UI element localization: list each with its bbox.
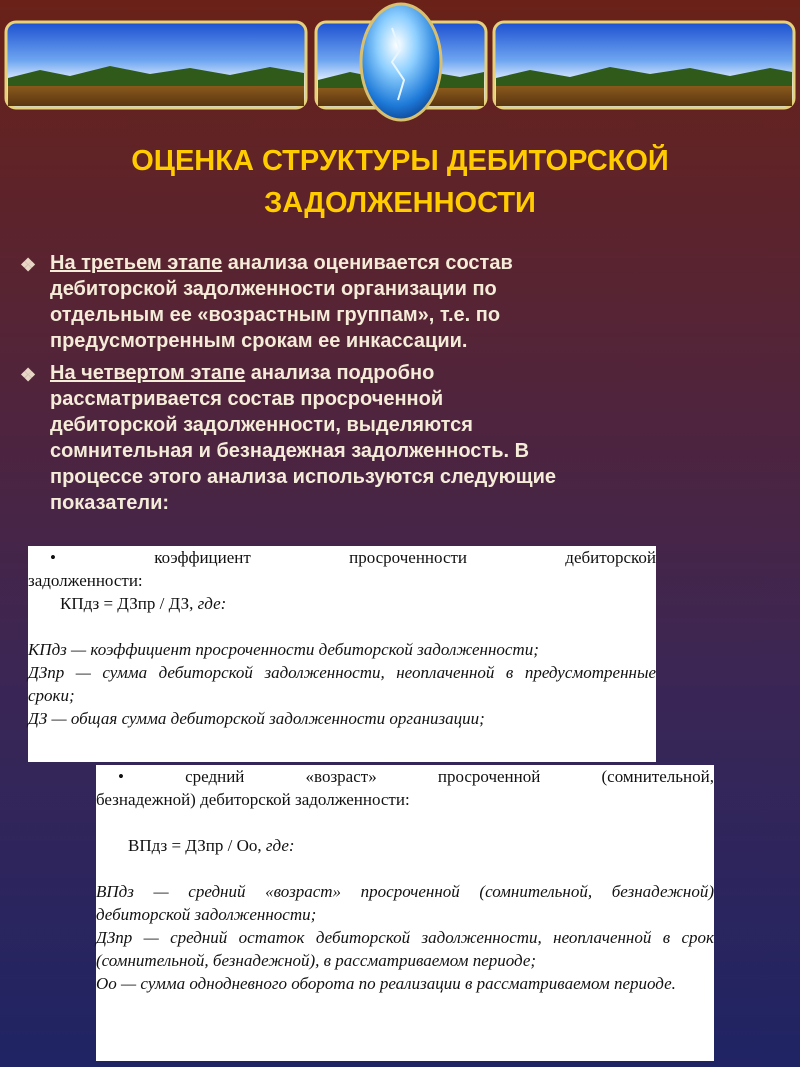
indicator-heading: • средний «возраст» просроченной (сомнительной, — [118, 767, 714, 786]
indicator-heading-cont: безнадежной) дебиторской задолженности: — [96, 790, 410, 809]
title-line-1: ОЦЕНКА СТРУКТУРЫ ДЕБИТОРСКОЙ — [131, 145, 669, 177]
definition-vpdz: ВПдз — средний «возраст» просроченной (сомнительной, безнадежной) дебиторской задолженности; — [96, 882, 714, 924]
diamond-bullet-icon: ❖ — [20, 255, 37, 275]
bullet-item-fourth-stage — [14, 360, 559, 516]
title-line-2: ЗАДОЛЖЕННОСТИ — [264, 187, 536, 219]
slide-title — [0, 140, 800, 224]
landscape-banner — [0, 0, 800, 130]
bullet-list — [14, 250, 559, 522]
banner-panel-left — [6, 22, 306, 108]
bullet-text: анализа оценивается состав дебиторской задолженности организации по отдельным ее «возрастным группам», т.е. по предусмотренным срокам ее инкассации. — [50, 252, 513, 352]
definition-oo: Оо — сумма однодневного оборота по реализации в рассматриваемом периоде. — [96, 974, 676, 993]
indicator-heading: • коэффициент просроченности дебиторской — [50, 548, 656, 567]
definition-dz: ДЗ — общая сумма дебиторской задолженности организации; — [28, 709, 485, 728]
formula-expression: ВПдз = ДЗпр / Оо, — [128, 836, 262, 855]
formula-expression: КПдз = ДЗпр / ДЗ, — [60, 594, 194, 613]
indicator-heading-cont: задолженности: — [28, 571, 143, 590]
formula — [96, 834, 714, 857]
bullet-emphasis: На четвертом этапе — [50, 362, 246, 384]
banner-panel-right — [494, 22, 794, 108]
formula — [28, 592, 656, 615]
definition-dzpr: ДЗпр — средний остаток дебиторской задолженности, неоплаченной в срок (сомнительной, безнадежной), в рассматриваемом периоде; — [96, 928, 714, 970]
crystal-orb-icon — [361, 4, 441, 120]
overdue-ratio-box — [28, 546, 656, 762]
bullet-text: анализа подробно рассматривается состав просроченной дебиторской задолженности, выделяются сомнительная и безнадежная задолженность. В процессе этого анализа используются следующие показатели: — [50, 362, 557, 514]
formula-where: где: — [193, 594, 227, 613]
definition-kpdz: КПдз — коэффициент просроченности дебиторской задолженности; — [28, 640, 539, 659]
average-age-box — [96, 765, 714, 1061]
formula-where: где: — [261, 836, 295, 855]
bullet-item-third-stage — [14, 250, 559, 354]
definition-dzpr: ДЗпр — сумма дебиторской задолженности, неоплаченной в предусмотренные сроки; — [28, 663, 656, 705]
diamond-bullet-icon: ❖ — [20, 365, 37, 385]
bullet-emphasis: На третьем этапе — [50, 252, 223, 274]
